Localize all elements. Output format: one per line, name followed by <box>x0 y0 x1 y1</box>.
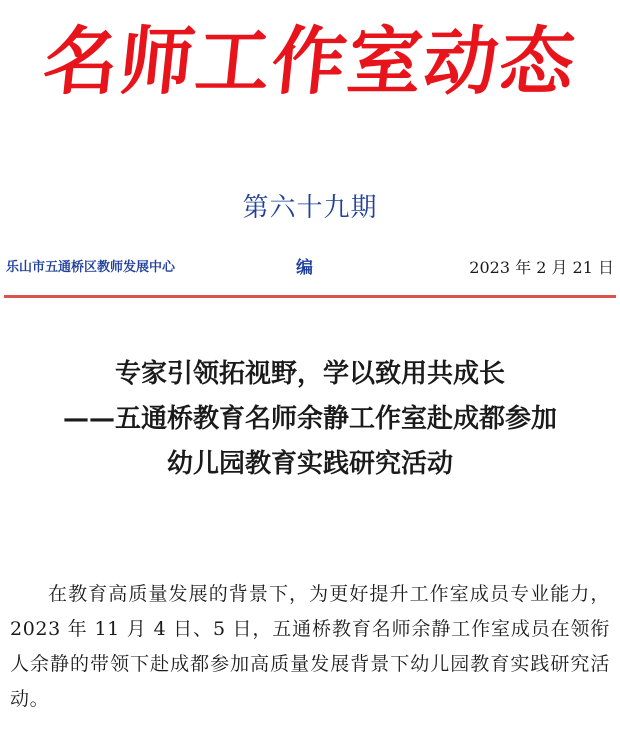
editor-label: 编 <box>296 258 313 278</box>
article-title-line-2: ——五通桥教育名师余静工作室赴成都参加 <box>62 404 557 434</box>
masthead-title: 名师工作室动态 <box>39 19 581 105</box>
article-title <box>0 352 620 487</box>
issue-number: 第六十九期 <box>242 193 378 223</box>
publisher-name: 乐山市五通桥区教师发展中心 <box>6 260 176 275</box>
article-title-line-3: 幼儿园教育实践研究活动 <box>166 449 453 479</box>
article-title-line-1: 专家引领拓视野，学以致用共成长 <box>114 359 505 389</box>
publication-date: 2023 年 2 月 21 日 <box>469 258 614 277</box>
publication-info-row <box>6 256 614 280</box>
header-divider <box>4 295 616 298</box>
article-body-paragraph: 在教育高质量发展的背景下，为更好提升工作室成员专业能力，2023 年 11 月 4 日、5 日，五通桥教育名师余静工作室成员在领衔人余静的带领下赴成都参加高质量发展背景下幼儿园教育实践研究活动。 <box>10 583 610 710</box>
